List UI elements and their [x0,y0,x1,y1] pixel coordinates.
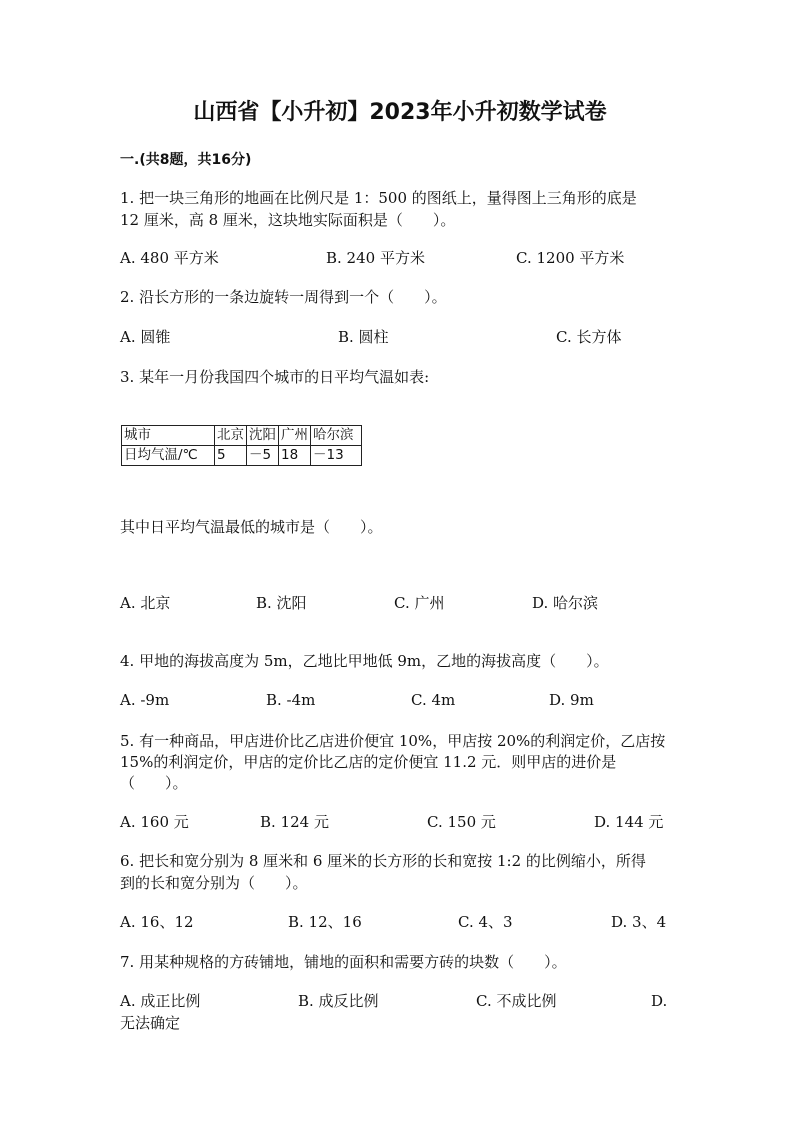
table-cell: 哈尔滨 [311,426,362,446]
q2-option-a[interactable]: A. 圆锥 [120,328,171,346]
q4-option-c[interactable]: C. 4m [411,691,456,709]
q7-option-d[interactable]: D. [651,992,668,1010]
q3-option-c[interactable]: C. 广州 [394,594,445,612]
table-cell: －5 [247,446,279,466]
q6-option-c[interactable]: C. 4、3 [458,913,513,931]
q5-option-d[interactable]: D. 144 元 [594,813,664,831]
question-4-line-1: 4. 甲地的海拔高度为 5m，乙地比甲地低 9m，乙地的海拔高度（ ）。 [120,652,609,670]
q2-option-b[interactable]: B. 圆柱 [338,328,389,346]
q7-option-c[interactable]: C. 不成比例 [476,992,557,1010]
q1-option-b[interactable]: B. 240 平方米 [326,249,425,267]
question-5-line-2: 15%的利润定价，甲店的定价比乙店的定价便宜 11.2 元．则甲店的进价是 [120,753,617,771]
temperature-table [121,425,362,466]
question-1-line-1: 1. 把一块三角形的地画在比例尺是 1：500 的图纸上，量得图上三角形的底是 [120,189,637,207]
q7-option-d-continued[interactable]: 无法确定 [120,1014,181,1032]
question-3-line-1: 3. 某年一月份我国四个城市的日平均气温如表: [120,368,430,386]
question-6-line-2: 到的长和宽分别为（ ）。 [120,874,308,892]
q3-option-a[interactable]: A. 北京 [120,594,171,612]
q7-option-a[interactable]: A. 成正比例 [120,992,201,1010]
section-heading: 一.(共8题，共16分) [120,152,252,168]
table-cell: 18 [279,446,311,466]
question-2-line-1: 2. 沿长方形的一条边旋转一周得到一个（ ）。 [120,288,447,306]
q1-option-c[interactable]: C. 1200 平方米 [516,249,625,267]
q4-option-b[interactable]: B. -4m [266,691,316,709]
question-7-line-1: 7. 用某种规格的方砖铺地，铺地的面积和需要方砖的块数（ ）。 [120,953,567,971]
q4-option-a[interactable]: A. -9m [120,691,170,709]
table-cell: 沈阳 [247,426,279,446]
q3-option-b[interactable]: B. 沈阳 [256,594,307,612]
question-1-line-2: 12 厘米，高 8 厘米，这块地实际面积是（ ）。 [120,211,456,229]
table-cell: 广州 [279,426,311,446]
q5-option-b[interactable]: B. 124 元 [260,813,329,831]
q1-option-a[interactable]: A. 480 平方米 [120,249,219,267]
q3-option-d[interactable]: D. 哈尔滨 [532,594,599,612]
q6-option-d[interactable]: D. 3、4 [611,913,667,931]
question-6-line-1: 6. 把长和宽分别为 8 厘米和 6 厘米的长方形的长和宽按 1:2 的比例缩小，所得 [120,852,646,870]
table-header-row [122,426,362,446]
table-cell: 日均气温/℃ [122,446,215,466]
question-5-line-3: （ ）。 [120,774,188,792]
table-cell: 城市 [122,426,215,446]
q5-option-c[interactable]: C. 150 元 [427,813,496,831]
q2-option-c[interactable]: C. 长方体 [556,328,622,346]
page-title: 山西省【小升初】2023年小升初数学试卷 [193,100,607,125]
q4-option-d[interactable]: D. 9m [549,691,594,709]
table-cell: 5 [215,446,247,466]
question-5-line-1: 5. 有一种商品，甲店进价比乙店进价便宜 10%，甲店按 20%的利润定价，乙店按 [120,732,666,750]
q6-option-a[interactable]: A. 16、12 [120,913,194,931]
table-row [122,446,362,466]
table-cell: 北京 [215,426,247,446]
question-3-line-2: 其中日平均气温最低的城市是（ ）。 [120,518,383,536]
q7-option-b[interactable]: B. 成反比例 [298,992,379,1010]
q5-option-a[interactable]: A. 160 元 [120,813,189,831]
q6-option-b[interactable]: B. 12、16 [288,913,362,931]
table-cell: －13 [311,446,362,466]
